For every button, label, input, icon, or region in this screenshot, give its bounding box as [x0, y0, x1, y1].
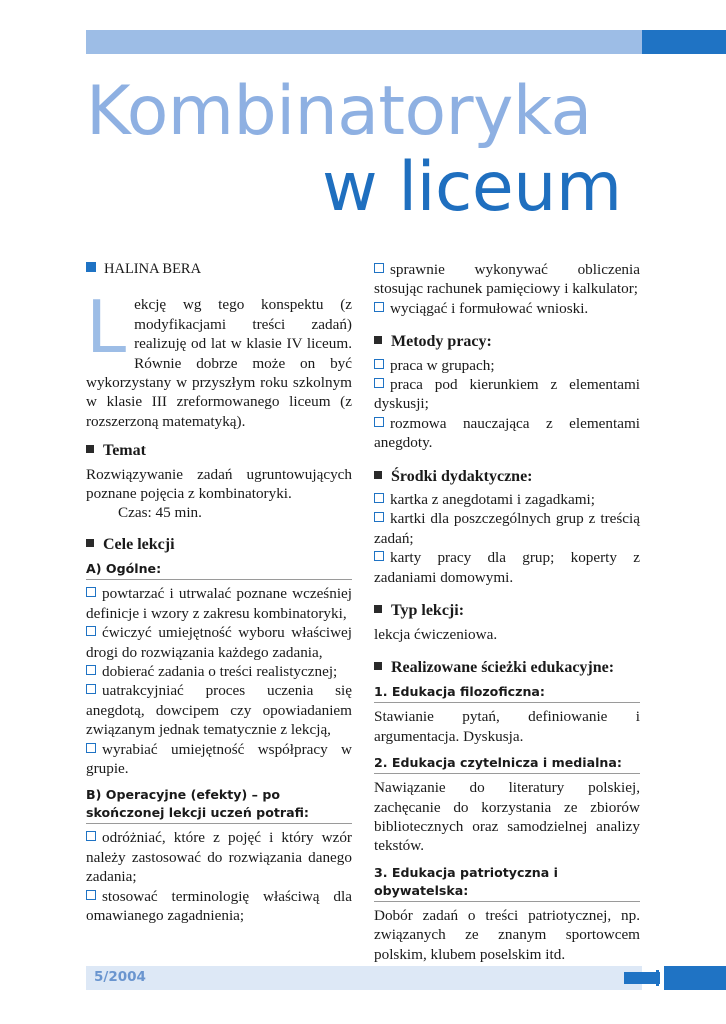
section-heading-cele: Cele lekcji [86, 535, 352, 554]
temat-text: Rozwiązywanie zadań ugruntowujących poznane pojęcia z kombinatoryki. [86, 465, 352, 503]
list-item: stosować terminologię właściwą dla omawianego zagadnienia; [86, 887, 352, 924]
list-item: rozmowa nauczająca z elementami anegdoty. [374, 414, 640, 452]
checkbox-square-icon [374, 359, 384, 369]
list-item: sprawnie wykonywać obliczenia stosując rachunek pamięciowy i kalkulator; [374, 261, 640, 298]
checkbox-square-icon [86, 665, 96, 675]
issue-number: 5/2004 [94, 969, 146, 985]
checkbox-square-icon [86, 743, 96, 753]
left-column [86, 260, 352, 925]
subheading-operacyjne: B) Operacyjne (efekty) – po skończonej lekcji uczeń potrafi: [86, 786, 352, 824]
subheading-edukacja-patriotyczna: 3. Edukacja patriotyczna i obywatelska: [374, 864, 640, 902]
intro-text: ekcję wg tego konspektu (z modyfikacjami treści zadań) realizuję od lat w klasie IV liceum. Równie dobrze może on być wykorzystany w przyszłym roku szkolnym w klasie III zreformowanego liceum (z rozszerzoną matematyką). [86, 296, 352, 430]
author [86, 260, 352, 279]
list-item: wyciągać i formułować wnioski. [374, 299, 640, 318]
section-heading-temat: Temat [86, 441, 352, 460]
checkbox-square-icon [374, 417, 384, 427]
title-line-2: w liceum [322, 148, 622, 227]
list-item: dobierać zadania o treści realistycznej; [86, 662, 352, 681]
header-bar [86, 30, 642, 54]
square-bullet-icon [86, 262, 96, 272]
footer-accent-block [664, 966, 726, 990]
subheading-edukacja-czytelnicza: 2. Edukacja czytelnicza i medialna: [374, 754, 640, 774]
list-item: uatrakcyjniać proces uczenia się anegdotą, dowcipem czy opowiadaniem związanym jednak tematycznie z lekcją, [86, 682, 352, 739]
list-item: praca w grupach; [374, 356, 640, 375]
list-item: wyrabiać umiejętność współpracy w grupie. [86, 740, 352, 777]
section-heading-metody: Metody pracy: [374, 332, 640, 351]
intro-paragraph [86, 285, 352, 431]
list-item: powtarzać i utrwalać poznane wcześniej definicje i wzory z zakresu kombinatoryki, [86, 585, 352, 622]
square-bullet-icon [374, 336, 382, 344]
author-name: HALINA BERA [104, 261, 202, 277]
section-heading-sciezki: Realizowane ścieżki edukacyjne: [374, 658, 640, 677]
edukacja-patriotyczna-text: Dobór zadań o treści patriotycznej, np. związanych ze znanym sportowcem polskim, klubem poselskim itd. [374, 906, 640, 963]
footer-divider [660, 966, 664, 990]
checkbox-square-icon [374, 493, 384, 503]
list-item: praca pod kierunkiem z elementami dyskusji; [374, 376, 640, 413]
edukacja-filozoficzna-text: Stawianie pytań, definiowanie i argumentacja. Dyskusja. [374, 708, 640, 745]
edukacja-czytelnicza-text: Nawiązanie do literatury polskiej, zachęcanie do korzystania ze zbiorów bibliotecznych oraz samodzielnej analizy tekstów. [374, 779, 640, 855]
section-heading-srodki: Środki dydaktyczne: [374, 467, 640, 486]
checkbox-square-icon [374, 512, 384, 522]
checkbox-square-icon [86, 626, 96, 636]
right-column [374, 260, 640, 964]
checkbox-square-icon [86, 831, 96, 841]
footer-mark [656, 970, 659, 986]
checkbox-square-icon [374, 263, 384, 273]
header-bar-accent [642, 30, 726, 54]
footer-accent [624, 972, 660, 984]
subheading-ogolne: A) Ogólne: [86, 560, 352, 580]
checkbox-square-icon [374, 302, 384, 312]
temat-czas: Czas: 45 min. [118, 504, 202, 522]
checkbox-square-icon [374, 551, 384, 561]
square-bullet-icon [374, 471, 382, 479]
section-heading-typ: Typ lekcji: [374, 601, 640, 620]
list-item: kartki dla poszczególnych grup z treścią zadań; [374, 510, 640, 547]
list-item: odróżniać, które z pojęć i który wzór należy zastosować do rozwiązania danego zadania; [86, 829, 352, 886]
checkbox-square-icon [86, 890, 96, 900]
square-bullet-icon [86, 539, 94, 547]
square-bullet-icon [86, 445, 94, 453]
subheading-edukacja-filozoficzna: 1. Edukacja filozoficzna: [374, 683, 640, 703]
square-bullet-icon [374, 605, 382, 613]
list-item: kartka z anegdotami i zagadkami; [374, 490, 640, 509]
checkbox-square-icon [374, 378, 384, 388]
checkbox-square-icon [86, 684, 96, 694]
dropcap: L [86, 285, 127, 370]
square-bullet-icon [374, 662, 382, 670]
footer-bar [86, 966, 642, 990]
typ-text: lekcja ćwiczeniowa. [374, 625, 498, 643]
title-line-1: Kombinatoryka [86, 72, 592, 151]
list-item: karty pracy dla grup; koperty z zadaniami domowymi. [374, 549, 640, 586]
list-item: ćwiczyć umiejętność wyboru właściwej drogi do rozwiązania każdego zadania, [86, 624, 352, 661]
checkbox-square-icon [86, 587, 96, 597]
